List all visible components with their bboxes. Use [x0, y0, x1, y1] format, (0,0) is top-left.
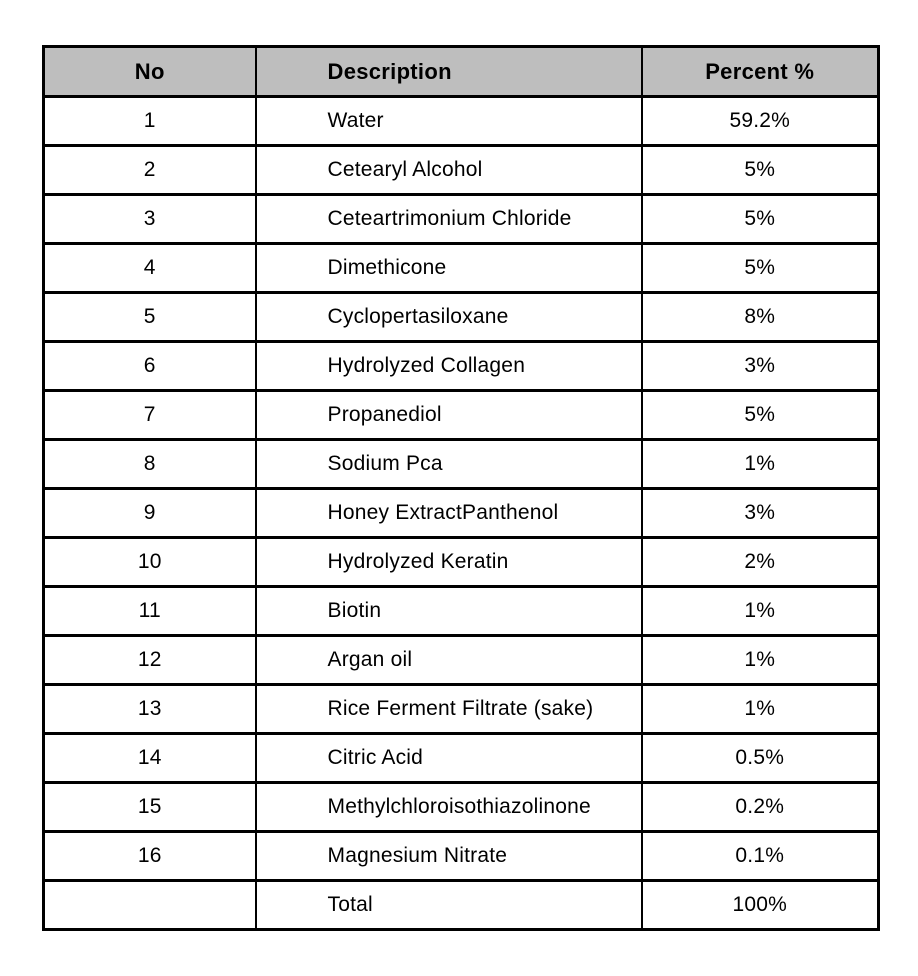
row-number: 13	[44, 685, 256, 734]
row-percent: 1%	[642, 440, 879, 489]
row-description: Hydrolyzed Collagen	[256, 342, 642, 391]
row-percent: 3%	[642, 489, 879, 538]
table-row	[44, 489, 879, 538]
row-percent: 1%	[642, 685, 879, 734]
table-row	[44, 440, 879, 489]
row-description: Cetearyl Alcohol	[256, 146, 642, 195]
table-header	[44, 47, 879, 97]
table-row	[44, 734, 879, 783]
row-number: 16	[44, 832, 256, 881]
row-description: Propanediol	[256, 391, 642, 440]
row-percent: 1%	[642, 587, 879, 636]
table-row	[44, 685, 879, 734]
column-header-no: No	[44, 47, 256, 97]
row-percent: 5%	[642, 244, 879, 293]
column-header-description: Description	[256, 47, 642, 97]
table-row	[44, 293, 879, 342]
row-description: Total	[256, 881, 642, 930]
table-row	[44, 881, 879, 930]
row-percent: 59.2%	[642, 97, 879, 146]
row-number: 7	[44, 391, 256, 440]
row-number: 6	[44, 342, 256, 391]
row-description: Sodium Pca	[256, 440, 642, 489]
row-number: 4	[44, 244, 256, 293]
ingredients-table-container	[42, 45, 880, 931]
header-row	[44, 47, 879, 97]
row-number: 9	[44, 489, 256, 538]
table-row	[44, 146, 879, 195]
row-description: Water	[256, 97, 642, 146]
table-row	[44, 97, 879, 146]
table-row	[44, 587, 879, 636]
row-number: 3	[44, 195, 256, 244]
row-percent: 1%	[642, 636, 879, 685]
row-description: Hydrolyzed Keratin	[256, 538, 642, 587]
row-number: 1	[44, 97, 256, 146]
row-number: 12	[44, 636, 256, 685]
row-percent: 5%	[642, 146, 879, 195]
row-number: 5	[44, 293, 256, 342]
row-number	[44, 881, 256, 930]
table-row	[44, 195, 879, 244]
row-description: Methylchloroisothiazolinone	[256, 783, 642, 832]
row-description: Magnesium Nitrate	[256, 832, 642, 881]
row-description: Biotin	[256, 587, 642, 636]
row-number: 11	[44, 587, 256, 636]
row-description: Citric Acid	[256, 734, 642, 783]
column-header-percent: Percent %	[642, 47, 879, 97]
row-percent: 5%	[642, 391, 879, 440]
table-row	[44, 783, 879, 832]
ingredients-table	[42, 45, 880, 931]
row-percent: 0.5%	[642, 734, 879, 783]
row-number: 2	[44, 146, 256, 195]
row-description: Ceteartrimonium Chloride	[256, 195, 642, 244]
row-percent: 8%	[642, 293, 879, 342]
row-description: Honey ExtractPanthenol	[256, 489, 642, 538]
row-percent: 100%	[642, 881, 879, 930]
row-percent: 5%	[642, 195, 879, 244]
table-row	[44, 538, 879, 587]
row-percent: 0.2%	[642, 783, 879, 832]
row-description: Rice Ferment Filtrate (sake)	[256, 685, 642, 734]
table-row	[44, 832, 879, 881]
row-number: 15	[44, 783, 256, 832]
table-row	[44, 636, 879, 685]
row-percent: 0.1%	[642, 832, 879, 881]
row-description: Argan oil	[256, 636, 642, 685]
row-number: 8	[44, 440, 256, 489]
row-percent: 2%	[642, 538, 879, 587]
row-description: Dimethicone	[256, 244, 642, 293]
table-row	[44, 342, 879, 391]
row-number: 14	[44, 734, 256, 783]
table-row	[44, 391, 879, 440]
table-body	[44, 97, 879, 930]
row-percent: 3%	[642, 342, 879, 391]
row-number: 10	[44, 538, 256, 587]
table-row	[44, 244, 879, 293]
row-description: Cyclopertasiloxane	[256, 293, 642, 342]
